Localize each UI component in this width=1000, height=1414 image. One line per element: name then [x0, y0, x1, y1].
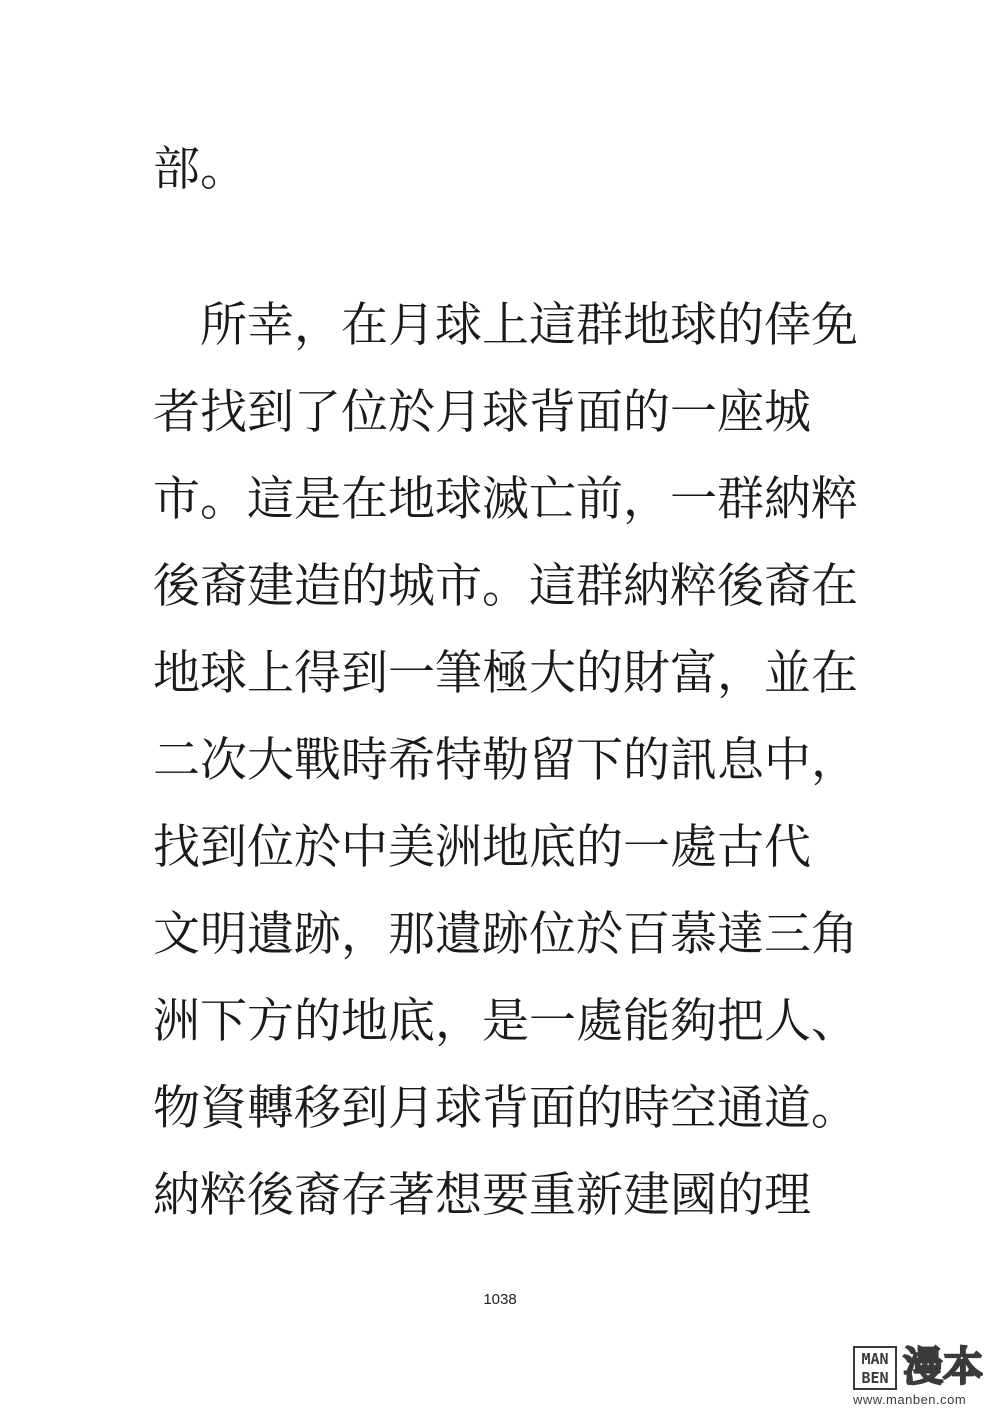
body-line: 洲下方的地底，是一處能夠把人、: [153, 994, 858, 1049]
watermark-logo: [853, 1346, 897, 1390]
body-line: 後裔建造的城市。這群納粹後裔在: [153, 559, 858, 614]
body-line: 納粹後裔存著想要重新建國的理: [153, 1168, 811, 1223]
body-line: 找到位於中美洲地底的一處古代: [153, 820, 811, 875]
page-number: 1038: [483, 1291, 517, 1308]
site-watermark: [853, 1346, 993, 1408]
body-line: 物資轉移到月球背面的時空通道。: [153, 1081, 858, 1136]
body-line: 市。這是在地球滅亡前，一群納粹: [153, 472, 858, 527]
watermark-url: www.manben.com: [853, 1392, 967, 1407]
watermark-chinese: 漫本: [903, 1344, 983, 1390]
watermark-logo-bottom: BEN: [861, 1369, 889, 1387]
watermark-logo-top: MAN: [861, 1350, 889, 1368]
body-line: 部。: [153, 142, 247, 197]
body-line: 文明遺跡，那遺跡位於百慕達三角: [153, 907, 858, 962]
body-line: 地球上得到一筆極大的財富，並在: [153, 646, 858, 701]
body-line: 二次大戰時希特勒留下的訊息中，: [153, 733, 858, 788]
body-line: 所幸，在月球上這群地球的倖免: [153, 298, 858, 353]
body-line: 者找到了位於月球背面的一座城: [153, 385, 811, 440]
